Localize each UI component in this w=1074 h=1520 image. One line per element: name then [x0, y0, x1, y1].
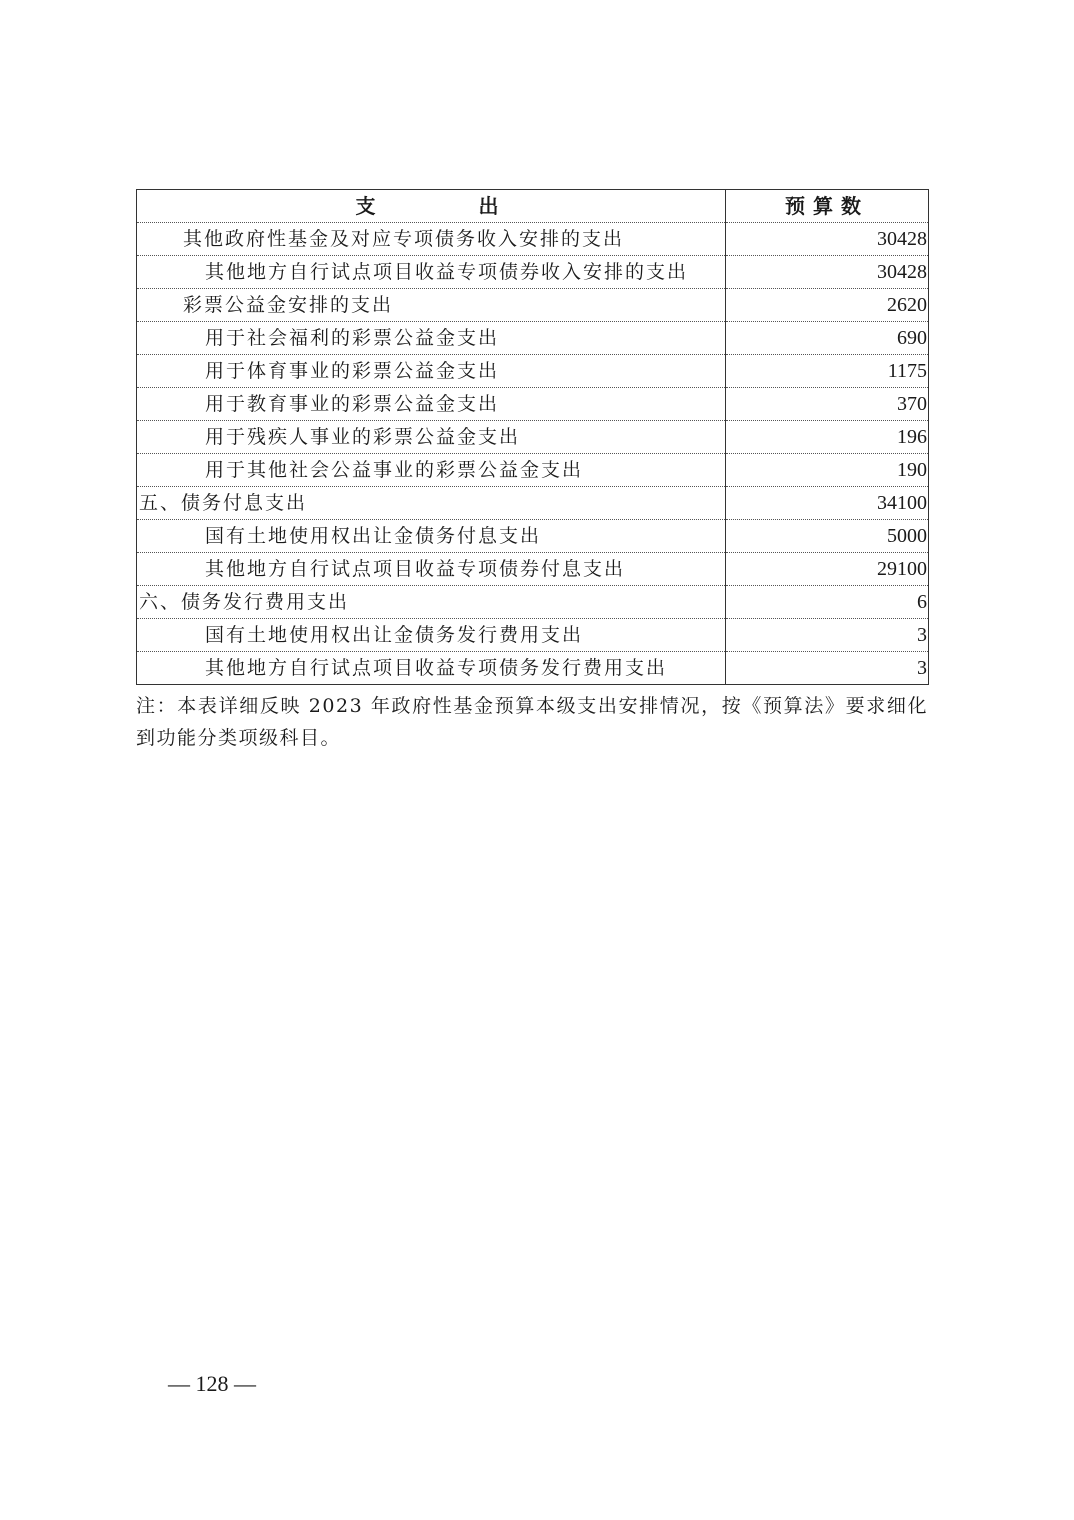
row-item-name: 用于社会福利的彩票公益金支出	[137, 322, 726, 355]
table-row	[137, 652, 929, 685]
row-item-name: 用于教育事业的彩票公益金支出	[137, 388, 726, 421]
row-item-value: 3	[726, 652, 929, 685]
row-item-value: 196	[726, 421, 929, 454]
row-item-name: 五、债务付息支出	[137, 487, 726, 520]
row-item-value: 5000	[726, 520, 929, 553]
budget-expenditure-table	[136, 189, 929, 685]
table-footnote: 注：本表详细反映 2023 年政府性基金预算本级支出安排情况，按《预算法》要求细化到功能分类项级科目。	[136, 695, 928, 749]
row-item-name: 国有土地使用权出让金债务发行费用支出	[137, 619, 726, 652]
row-item-value: 2620	[726, 289, 929, 322]
table-row	[137, 355, 929, 388]
table-row	[137, 256, 929, 289]
column-header-budget: 预算数	[726, 190, 929, 223]
table-header-row	[137, 190, 929, 223]
row-item-value: 190	[726, 454, 929, 487]
row-item-value: 1175	[726, 355, 929, 388]
row-item-name: 国有土地使用权出让金债务付息支出	[137, 520, 726, 553]
row-item-value: 30428	[726, 223, 929, 256]
table-row	[137, 421, 929, 454]
table-row	[137, 388, 929, 421]
table-row	[137, 619, 929, 652]
row-item-value: 690	[726, 322, 929, 355]
page-number: — 128 —	[168, 1371, 256, 1396]
row-item-name: 用于体育事业的彩票公益金支出	[137, 355, 726, 388]
row-item-value: 3	[726, 619, 929, 652]
table-row	[137, 487, 929, 520]
row-item-name: 用于其他社会公益事业的彩票公益金支出	[137, 454, 726, 487]
row-item-value: 29100	[726, 553, 929, 586]
table-body	[137, 223, 929, 685]
table-row	[137, 586, 929, 619]
column-header-expenditure: 支 出	[137, 190, 726, 223]
row-item-value: 370	[726, 388, 929, 421]
row-item-name: 其他地方自行试点项目收益专项债券付息支出	[137, 553, 726, 586]
row-item-name: 用于残疾人事业的彩票公益金支出	[137, 421, 726, 454]
row-item-name: 其他地方自行试点项目收益专项债券收入安排的支出	[137, 256, 726, 289]
row-item-name: 彩票公益金安排的支出	[137, 289, 726, 322]
row-item-name: 其他地方自行试点项目收益专项债务发行费用支出	[137, 652, 726, 685]
row-item-value: 34100	[726, 487, 929, 520]
row-item-value: 6	[726, 586, 929, 619]
table-row	[137, 223, 929, 256]
table-row	[137, 553, 929, 586]
row-item-name: 其他政府性基金及对应专项债务收入安排的支出	[137, 223, 726, 256]
row-item-name: 六、债务发行费用支出	[137, 586, 726, 619]
table-row	[137, 454, 929, 487]
table-row	[137, 322, 929, 355]
table-row	[137, 289, 929, 322]
table-row	[137, 520, 929, 553]
row-item-value: 30428	[726, 256, 929, 289]
